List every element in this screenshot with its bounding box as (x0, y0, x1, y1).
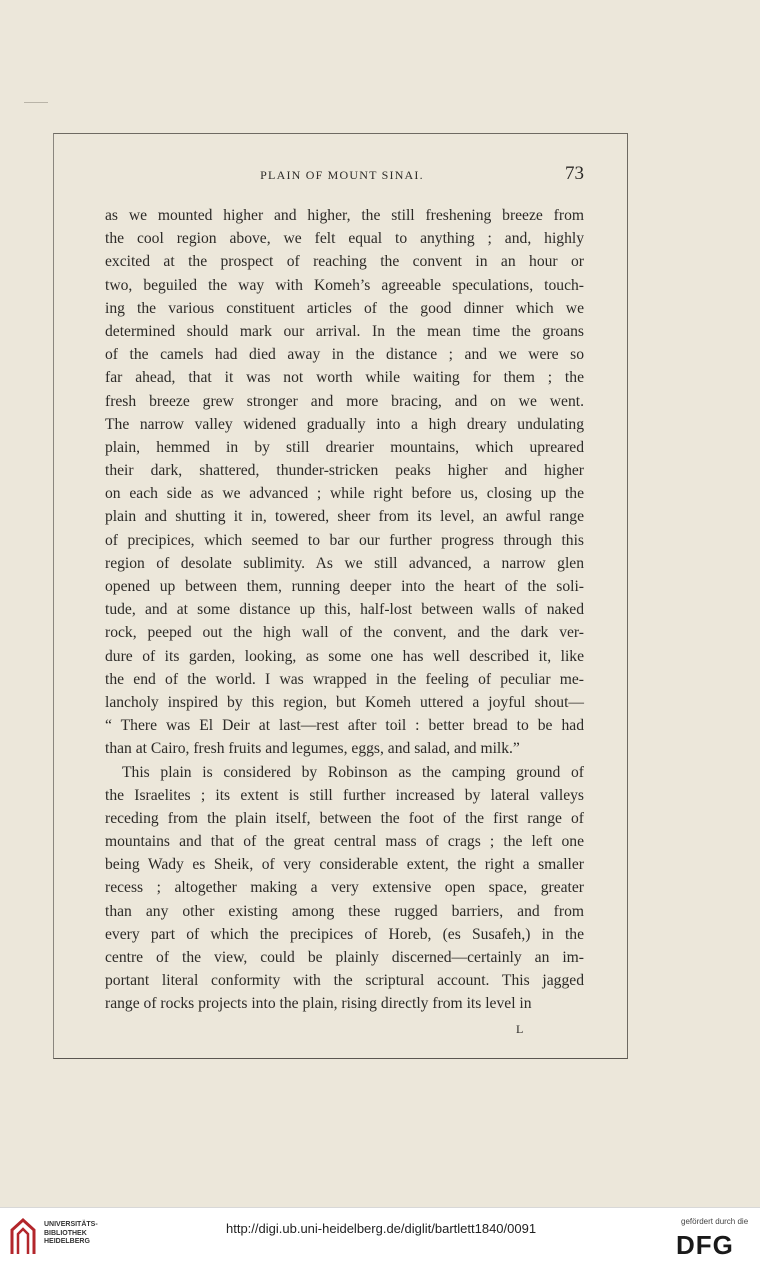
text-line: dure of its garden, looking, as some one has well described it, like (105, 647, 584, 665)
signature-mark: L (516, 1022, 524, 1036)
text-line: centre of the view, could be plainly discerned—certainly an im- (105, 949, 584, 966)
text-line: region of desolate sublimity. As we still advanced, a narrow glen (105, 554, 584, 572)
text-line: receding from the plain itself, between the foot of the first range of (105, 809, 584, 827)
funded-by-label: gefördert durch die (681, 1217, 749, 1226)
library-logo-icon (8, 1216, 38, 1256)
text-line: of precipices, which seemed to bar our further progress through this (105, 531, 584, 549)
text-line: plain, hemmed in by still drearier mountains, which upreared (105, 438, 584, 456)
text-line: than any other existing among these rugged barriers, and from (105, 902, 584, 920)
text-line: far ahead, that it was not worth while waiting for them ; the (105, 369, 584, 387)
text-line: the cool region above, we felt equal to anything ; and, highly (105, 230, 584, 248)
text-line: mountains and that of the great central mass of crags ; the left one (105, 833, 584, 851)
text-line: being Wady es Sheik, of very considerable extent, the right a smaller (105, 856, 584, 874)
text-line: excited at the prospect of reaching the convent in an hour or (105, 253, 584, 271)
library-name[interactable] (44, 1221, 98, 1247)
text-line: every part of which the precipices of Horeb, (es Susafeh,) in the (105, 925, 584, 943)
text-line: determined should mark our arrival. In the mean time the groans (105, 322, 584, 340)
text-line: as we mounted higher and higher, the still freshening breeze from (105, 207, 584, 224)
dfg-logo[interactable]: DFG (676, 1230, 734, 1260)
permalink-url[interactable]: http://digi.ub.uni-heidelberg.de/diglit/bartlett1840/0091 (226, 1221, 537, 1236)
text-line: the end of the world. I was wrapped in the feeling of peculiar me- (105, 670, 584, 688)
text-line: range of rocks projects into the plain, rising directly from its level in (105, 995, 532, 1013)
text-line: plain and shutting it in, towered, sheer from its level, an awful range (105, 508, 584, 526)
running-title: PLAIN OF MOUNT SINAI. (260, 168, 424, 182)
library-name-line: UNIVERSITÄTS- (44, 1221, 98, 1228)
text-line: on each side as we advanced ; while right before us, closing up the (105, 485, 584, 503)
text-line: ing the various constituent articles of the good dinner which we (105, 299, 584, 317)
text-line: lancholy inspired by this region, but Komeh uttered a joyful shout— (105, 693, 584, 711)
page-number: 73 (565, 163, 584, 184)
text-line: portant literal conformity with the scriptural account. This jagged (105, 972, 584, 990)
text-line: of the camels had died away in the distance ; and we were so (105, 346, 584, 364)
text-line: tude, and at some distance up this, half-lost between walls of naked (105, 601, 584, 619)
text-line: their dark, shattered, thunder-stricken peaks higher and higher (105, 462, 584, 480)
text-line: “ There was El Deir at last—rest after toil : better bread to be had (105, 717, 584, 735)
margin-mark (24, 102, 48, 103)
library-name-line: BIBLIOTHEK (44, 1229, 87, 1237)
library-name-line: HEIDELBERG (44, 1238, 90, 1245)
text-line: the Israelites ; its extent is still further increased by lateral valleys (105, 786, 584, 804)
text-line: The narrow valley widened gradually into a high dreary undulating (105, 415, 584, 433)
text-line: than at Cairo, fresh fruits and legumes, eggs, and salad, and milk.” (105, 740, 520, 758)
text-line: This plain is considered by Robinson as the camping ground of (122, 763, 584, 781)
text-line: two, beguiled the way with Komeh’s agreeable speculations, touch- (105, 276, 584, 294)
page-header (100, 163, 584, 190)
text-line: fresh breeze grew stronger and more bracing, and on we went. (105, 392, 584, 410)
text-line: rock, peeped out the high wall of the convent, and the dark ver- (105, 624, 584, 642)
text-line: recess ; altogether making a very extensive open space, greater (105, 879, 584, 897)
footer-bar (0, 1207, 760, 1263)
text-line: opened up between them, running deeper into the heart of the soli- (105, 578, 584, 595)
body-text (105, 204, 584, 1016)
